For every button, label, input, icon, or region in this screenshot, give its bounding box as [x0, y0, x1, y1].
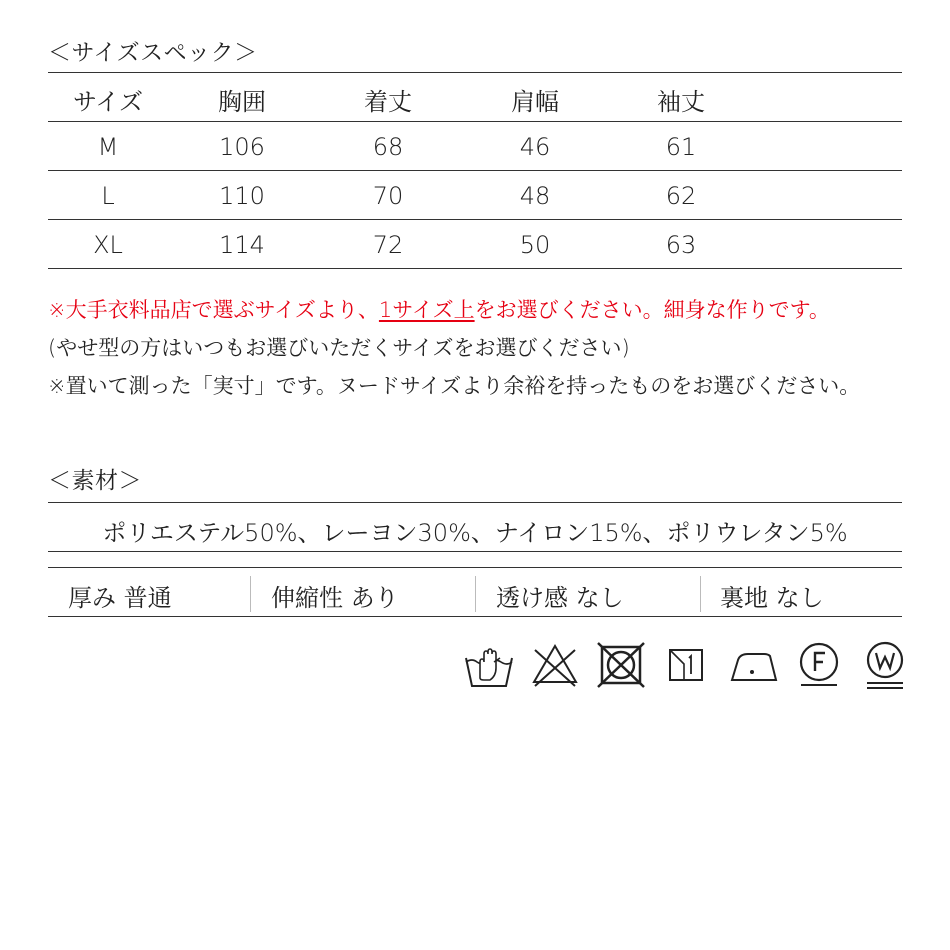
- table-cell: 70: [372, 182, 404, 210]
- header-length: 着丈: [364, 88, 412, 116]
- table-cell: 50: [519, 231, 551, 259]
- header-shoulder: 肩幅: [511, 88, 559, 116]
- size-spec-heading: ＜サイズスペック＞: [48, 40, 258, 66]
- property-stretch: 伸縮性 あり: [271, 584, 399, 612]
- material-rule-top: [48, 502, 902, 503]
- material-heading: ＜素材＞: [48, 468, 142, 494]
- property-sheer: 透け感 なし: [496, 584, 624, 612]
- header-size: サイズ: [72, 88, 144, 116]
- table-rule-bottom: [48, 268, 902, 269]
- table-cell: 106: [219, 133, 265, 161]
- wet-clean-w-icon: [865, 638, 905, 692]
- table-cell: 72: [372, 231, 404, 259]
- property-rule-bottom: [48, 616, 902, 617]
- table-rule-header: [48, 121, 902, 122]
- table-cell: 110: [219, 182, 265, 210]
- table-cell: XL: [93, 231, 123, 259]
- table-cell: 46: [519, 133, 551, 161]
- property-divider: [250, 576, 251, 612]
- property-divider: [475, 576, 476, 612]
- property-divider: [700, 576, 701, 612]
- size-note-line3: ※置いて測った「実寸」です。ヌードサイズより余裕を持ったものをお選びください。: [48, 374, 861, 398]
- table-cell: 63: [665, 231, 697, 259]
- table-rule-row1: [48, 170, 902, 171]
- table-cell: 68: [372, 133, 404, 161]
- size-note-red-part2: をお選びください。細身な作りです。: [474, 298, 830, 322]
- material-rule-bottom: [48, 551, 902, 552]
- hand-wash-icon: [464, 638, 514, 690]
- header-chest: 胸囲: [218, 88, 266, 116]
- table-cell: 61: [665, 133, 697, 161]
- table-cell: M: [97, 133, 119, 161]
- table-rule-top: [48, 72, 902, 73]
- table-cell: 62: [665, 182, 697, 210]
- table-cell: 114: [219, 231, 265, 259]
- property-lining: 裏地 なし: [720, 584, 824, 612]
- table-rule-row2: [48, 219, 902, 220]
- size-note-underlined: 1サイズ上: [378, 298, 475, 322]
- no-tumble-dry-icon: [597, 638, 645, 688]
- table-cell: 48: [519, 182, 551, 210]
- table-cell: L: [101, 182, 115, 210]
- size-note-line2: (やせ型の方はいつもお選びいただくサイズをお選びください): [48, 336, 630, 360]
- property-thickness: 厚み 普通: [68, 584, 172, 612]
- no-bleach-icon: [532, 638, 578, 688]
- iron-low-icon: [730, 638, 778, 688]
- size-note-red: [48, 294, 830, 324]
- size-note-red-part1: ※大手衣料品店で選ぶサイズより、: [48, 298, 379, 322]
- dry-clean-f-icon: [797, 638, 841, 690]
- drip-dry-shade-icon: [667, 638, 707, 688]
- property-rule-top: [48, 567, 902, 568]
- material-composition: ポリエステル50%、レーヨン30%、ナイロン15%、ポリウレタン5%: [102, 519, 848, 547]
- header-sleeve: 袖丈: [657, 88, 705, 116]
